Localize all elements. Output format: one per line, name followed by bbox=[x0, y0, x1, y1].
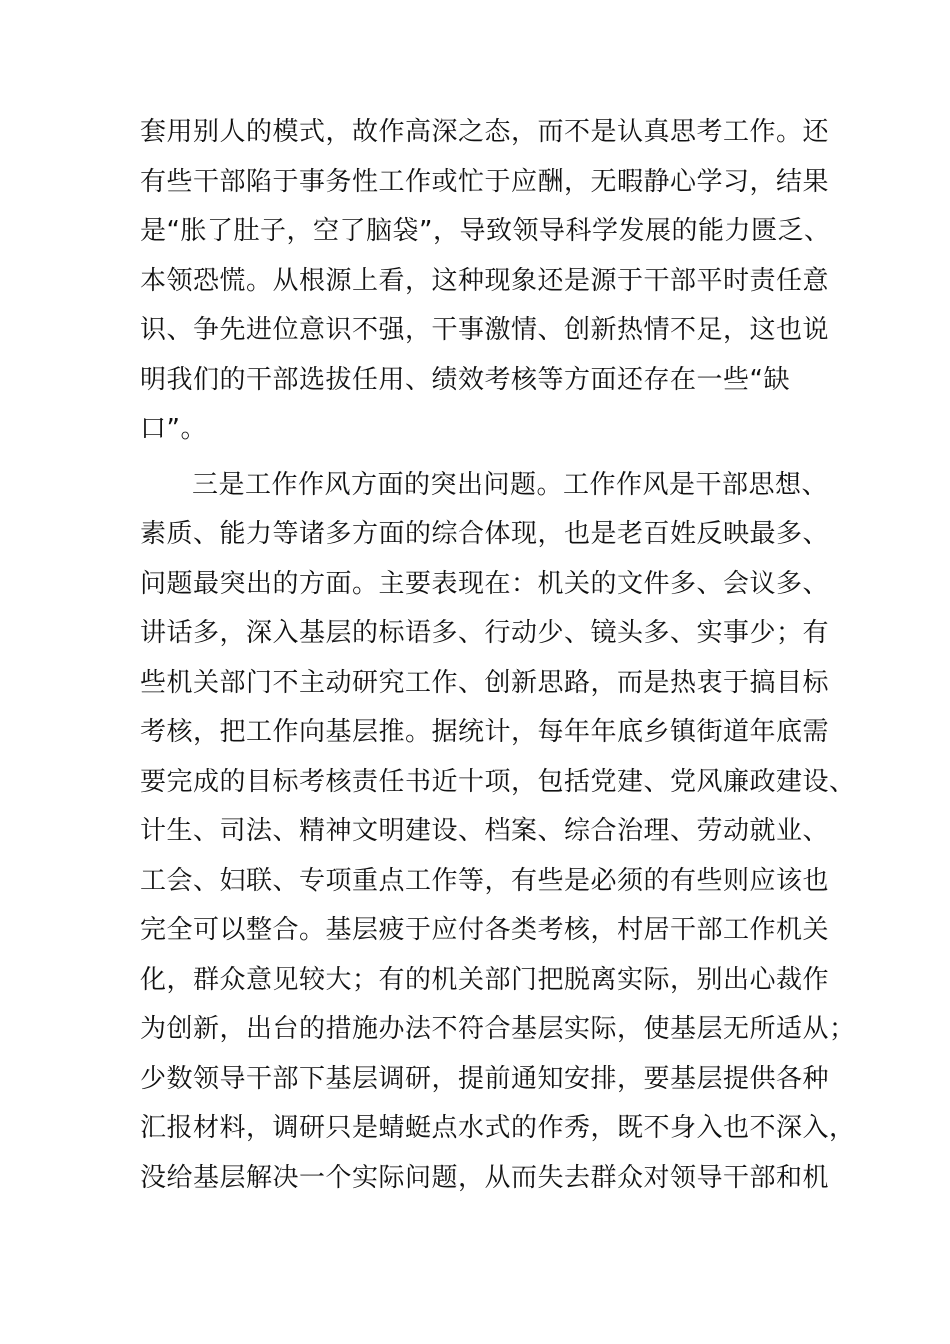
document-body bbox=[140, 108, 856, 1203]
paragraph-line: 本领恐慌。从根源上看，这种现象还是源于干部平时责任意 bbox=[140, 265, 830, 296]
paragraph-line: 有些干部陷于事务性工作或忙于应酬，无暇静心学习，结果 bbox=[140, 166, 830, 197]
paragraph-line: 三是工作作风方面的突出问题。工作作风是干部思想、 bbox=[192, 469, 829, 500]
paragraph-line: 工会、妇联、专项重点工作等，有些是必须的有些则应该也 bbox=[140, 865, 830, 896]
paragraph-line: 素质、能力等诸多方面的综合体现，也是老百姓反映最多、 bbox=[140, 519, 830, 549]
paragraph-line: 考核，把工作向基层推。据统计，每年年底乡镇街道年底需 bbox=[140, 717, 830, 747]
paragraph-line: 讲话多，深入基层的标语多、行动少、镜头多、实事少；有 bbox=[140, 618, 830, 648]
paragraph-line: 少数领导干部下基层调研，提前通知安排，要基层提供各种 bbox=[140, 1063, 830, 1094]
paragraph-line: 要完成的目标考核责任书近十项，包括党建、党风廉政建设、 bbox=[140, 766, 856, 797]
paragraph-line: 明我们的干部选拔任用、绩效考核等方面还存在一些“缺 bbox=[140, 364, 790, 395]
paragraph-line: 套用别人的模式，故作高深之态，而不是认真思考工作。还 bbox=[140, 117, 830, 147]
paragraph-line: 识、争先进位意识不强，干事激情、创新热情不足，这也说 bbox=[140, 315, 830, 345]
paragraph-line: 汇报材料，调研只是蜻蜓点水式的作秀，既不身入也不深入， bbox=[140, 1113, 856, 1143]
paragraph-line: 计生、司法、精神文明建设、档案、综合治理、劳动就业、 bbox=[140, 816, 830, 846]
paragraph-line: 些机关部门不主动研究工作、创新思路，而是热衷于搞目标 bbox=[140, 667, 830, 698]
paragraph-line: 为创新，出台的措施办法不符合基层实际，使基层无所适从； bbox=[140, 1014, 856, 1044]
paragraph-1 bbox=[140, 108, 840, 455]
paragraph-2 bbox=[140, 461, 856, 1204]
paragraph-line: 没给基层解决一个实际问题，从而失去群众对领导干部和机 bbox=[140, 1162, 830, 1193]
paragraph-line: 口”。 bbox=[140, 414, 207, 444]
paragraph-line: 是“胀了肚子，空了脑袋”，导致领导科学发展的能力匮乏、 bbox=[140, 216, 831, 246]
paragraph-line: 化，群众意见较大；有的机关部门把脱离实际，别出心裁作 bbox=[140, 964, 830, 995]
paragraph-line: 完全可以整合。基层疲于应付各类考核，村居干部工作机关 bbox=[140, 915, 830, 945]
paragraph-line: 问题最突出的方面。主要表现在：机关的文件多、会议多、 bbox=[140, 568, 830, 599]
